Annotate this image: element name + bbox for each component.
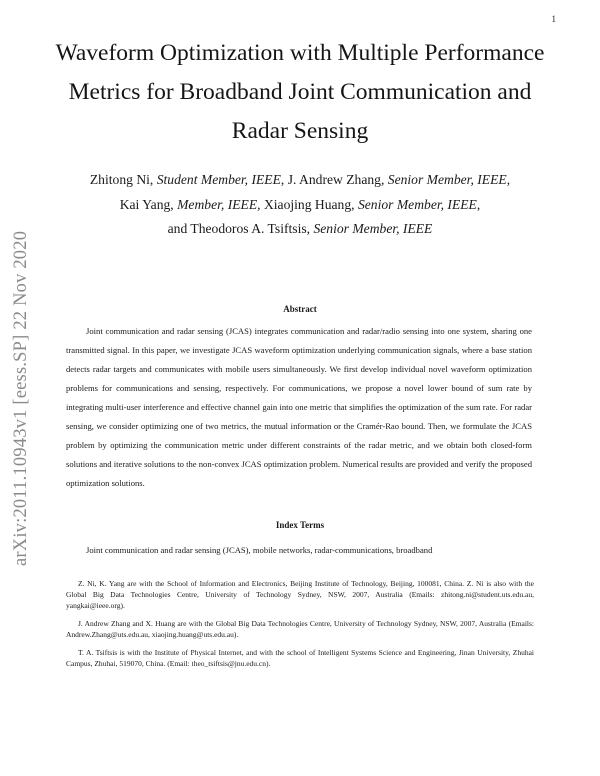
paper-title: Waveform Optimization with Multiple Performance Metrics for Broadband Joint Communication and Radar Sensing — [55, 40, 545, 144]
author-list — [40, 168, 560, 242]
author-affiliation: Member, IEEE — [177, 196, 258, 212]
footnotes — [66, 578, 534, 676]
author-name: , J. Andrew Zhang, — [280, 172, 388, 187]
author-affiliation: Senior Member, IEEE — [313, 221, 433, 236]
footnote: T. A. Tsiftsis is with the Institute of Physical Internet, and with the school of Intelligent Systems Science and Engineering, Jinan University, Zhuhai Campus, Zhuhai, 519070, China. (Email: theo_tsiftsis@jnu.edu.cn). — [66, 648, 534, 669]
abstract-text: Joint communication and radar sensing (JCAS) integrates communication and radar/radio sensing into one system, sharing one transmitted signal. In this paper, we investigate JCAS waveform optimization underlying communication signals, where a base station detects radar targets and communicates with mobile users simultaneously. We first develop individual novel waveform optimization problems for communications and sensing, respectively. For communications, we propose a novel lower bound of sum rate by integrating multi-user interference and effective channel gain into one metric that simplifies the optimization of the sum rate. For radar sensing, we consider optimizing one of two metrics, the mutual information or the Cramér-Rao bound. Then, we formulate the JCAS problem by optimizing the communication metric under different constraints of the radar metric, and we obtain both closed-form solutions and iterative solutions to the non-convex JCAS optimization problem. Numerical results are provided and verify the proposed optimization solutions. — [66, 326, 532, 488]
author-name: Zhitong Ni, — [89, 172, 157, 187]
page-number: 1 — [551, 14, 556, 24]
abstract-heading: Abstract — [283, 304, 317, 314]
author-name: and Theodoros A. Tsiftsis, — [167, 221, 314, 236]
author-affiliation: Senior Member, IEEE — [357, 196, 477, 212]
arxiv-identifier-stamp: arXiv:2011.10943v1 [eess.SP] 22 Nov 2020 — [11, 230, 31, 566]
author-name: Kai Yang, — [119, 196, 178, 212]
author-line — [40, 217, 560, 242]
author-separator: , — [476, 196, 481, 212]
author-line — [40, 168, 560, 193]
author-affiliation: Student Member, IEEE — [156, 172, 281, 187]
author-affiliation: Senior Member, IEEE — [387, 172, 507, 187]
author-name: , Xiaojing Huang, — [257, 196, 358, 212]
footnote: Z. Ni, K. Yang are with the School of Information and Electronics, Beijing Institute of Technology, Beijing, 100081, China. Z. Ni is also with the Global Big Data Technologies Centre, University of Technology Sydney, NSW, 2007, Australia (Emails: zhitong.ni@student.uts.edu.au, yangkai@ieee.org). — [66, 579, 534, 611]
author-separator: , — [506, 172, 511, 187]
author-line — [40, 193, 560, 218]
footnote: J. Andrew Zhang and X. Huang are with the Global Big Data Technologies Centre, University of Technology Sydney, NSW, 2007, Australia (Emails: Andrew.Zhang@uts.edu.au, xiaojing.huang@uts.edu.au). — [66, 619, 534, 640]
index-terms-text: Joint communication and radar sensing (JCAS), mobile networks, radar-communications, broadband — [86, 545, 433, 555]
index-terms-heading: Index Terms — [275, 520, 325, 530]
